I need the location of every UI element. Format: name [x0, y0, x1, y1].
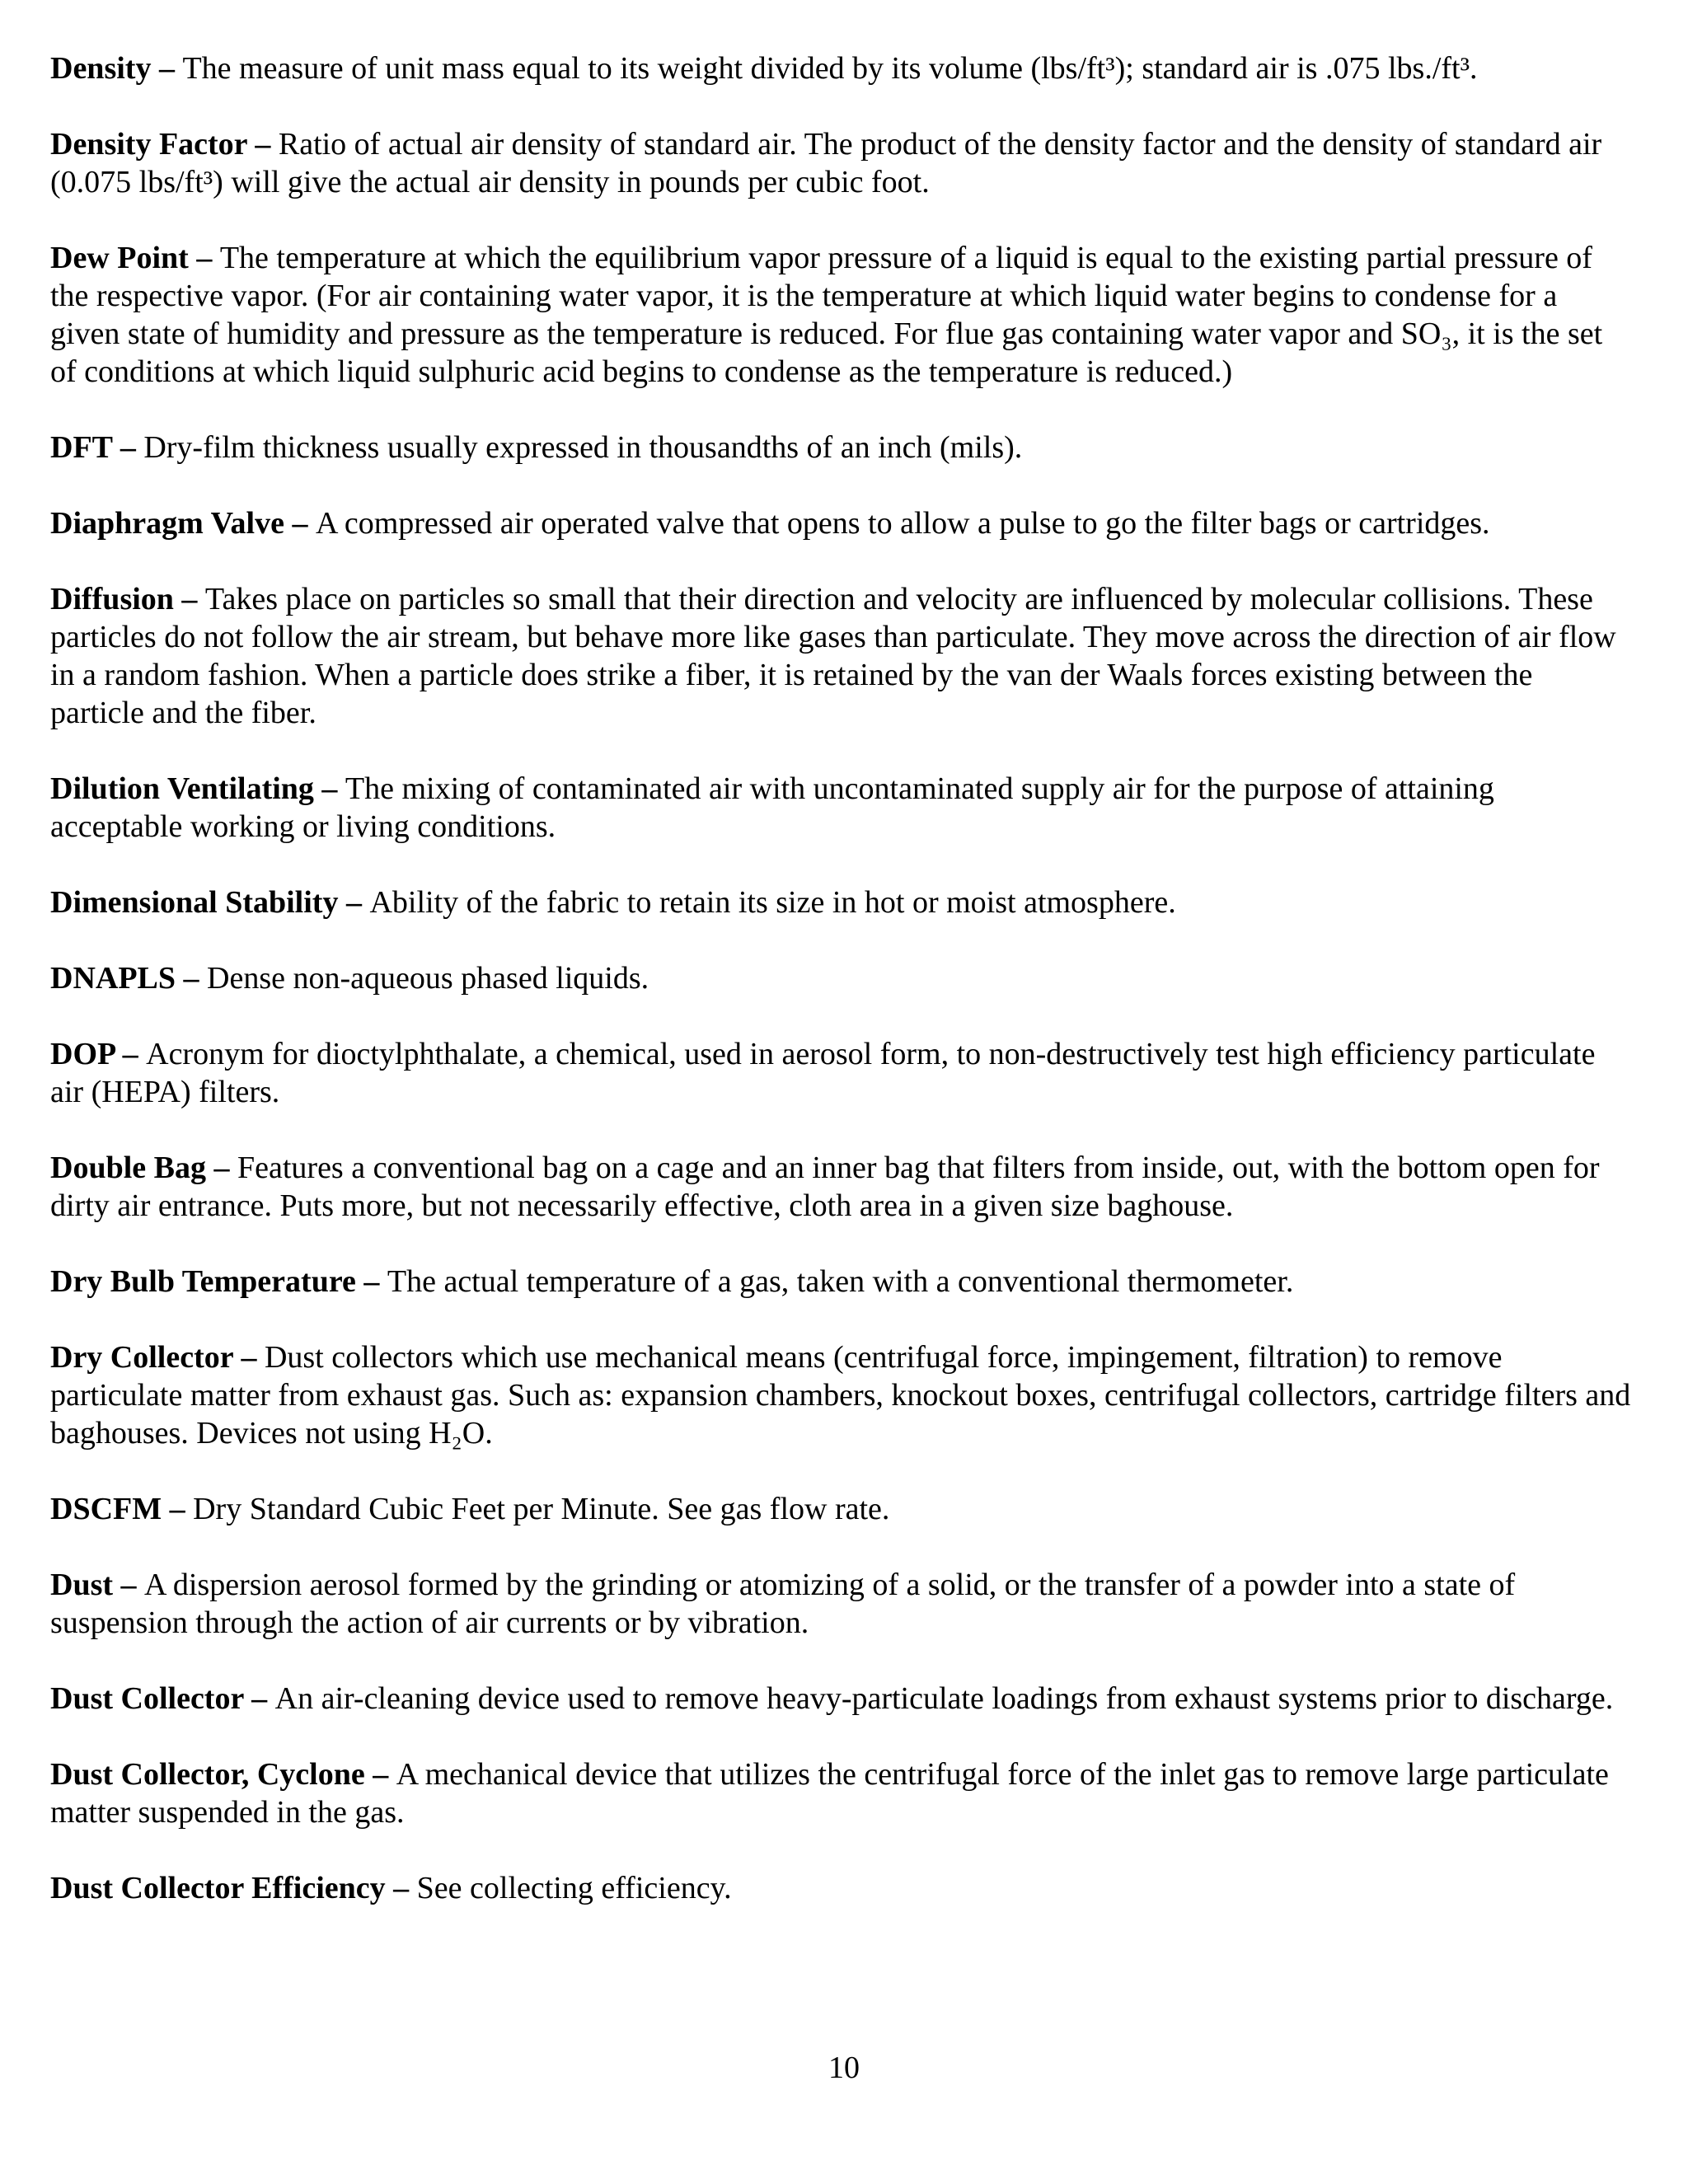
term-separator: –	[162, 1492, 194, 1526]
definition: Dry Standard Cubic Feet per Minute. See gas flow rate.	[193, 1492, 890, 1526]
definition: An air-cleaning device used to remove heavy-particulate loadings from exhaust systems prior to discharge.	[274, 1681, 1614, 1716]
glossary-entry-dimensional-stability	[50, 883, 1633, 921]
term-separator: –	[113, 1568, 145, 1602]
term: DOP	[50, 1037, 115, 1071]
glossary-entry-diffusion	[50, 580, 1633, 732]
term-separator: –	[205, 1151, 237, 1185]
definition: See collecting efficiency.	[416, 1871, 732, 1905]
term: Dust Collector, Cyclone	[50, 1757, 365, 1792]
definition: Dust collectors which use mechanical means (centrifugal force, impingement, filtration) to remove particulate matter from exhaust gas. Such as: expansion chambers, knockout boxes, centrifugal collectors, cartridge filters and baghouses. Devices not using H₂O.	[50, 1340, 1631, 1451]
term: DFT	[50, 430, 113, 465]
glossary-entry-dnapls	[50, 959, 1633, 997]
glossary-entry-dscfm	[50, 1490, 1633, 1528]
glossary-page	[50, 49, 1633, 1945]
definition: Ability of the fabric to retain its size in hot or moist atmosphere.	[369, 885, 1176, 920]
glossary-entry-dilution-ventilating	[50, 770, 1633, 846]
term: Density Factor	[50, 127, 247, 162]
term-separator: –	[173, 582, 205, 616]
glossary-entry-dust	[50, 1566, 1633, 1642]
definition: Ratio of actual air density of standard air. The product of the density factor and the density of standard air (0.075 lbs/ft³) will give the actual air density in pounds per cubic foot.	[50, 127, 1602, 199]
definition: Dry-film thickness usually expressed in thousandths of an inch (mils).	[143, 430, 1023, 465]
page-number: 10	[828, 2050, 860, 2085]
glossary-entry-dft	[50, 429, 1633, 466]
term-separator: –	[364, 1757, 396, 1792]
definition: Acronym for dioctylphthalate, a chemical, used in aerosol form, to non-destructively test high efficiency particulate air (HEPA) filters.	[50, 1037, 1596, 1109]
term-separator: –	[188, 241, 220, 275]
term: Density	[50, 51, 152, 86]
term-separator: –	[176, 961, 208, 996]
glossary-entry-dust-collector-efficiency	[50, 1869, 1633, 1907]
glossary-entry-diaphragm-valve	[50, 504, 1633, 542]
term: Dew Point	[50, 241, 189, 275]
glossary-entry-dry-bulb-temperature	[50, 1263, 1633, 1301]
definition: The temperature at which the equilibrium vapor pressure of a liquid is equal to the existing partial pressure of the respective vapor. (For air containing water vapor, it is the temperature at which liquid water begins to condense for a given state of humidity and pressure as the temperature is reduced. For flue gas containing water vapor and SO₃, it is the set of conditions at which liquid sulphuric acid begins to condense as the temperature is reduced.)	[50, 241, 1603, 389]
term-separator: –	[338, 885, 370, 920]
definition: The mixing of contaminated air with uncontaminated supply air for the purpose of attaining acceptable working or living conditions.	[50, 771, 1494, 844]
term-separator: –	[284, 506, 316, 541]
definition: A mechanical device that utilizes the centrifugal force of the inlet gas to remove large particulate matter suspended in the gas.	[50, 1757, 1609, 1830]
term: Dust Collector	[50, 1681, 244, 1716]
term: DNAPLS	[50, 961, 176, 996]
term-separator: –	[243, 1681, 275, 1716]
glossary-entry-dry-collector	[50, 1338, 1633, 1452]
term-separator: –	[151, 51, 183, 86]
glossary-entry-dust-collector	[50, 1680, 1633, 1718]
term-separator: –	[232, 1340, 265, 1375]
definition: Dense non-aqueous phased liquids.	[207, 961, 649, 996]
term-separator: –	[246, 127, 279, 162]
term-separator: –	[115, 1037, 147, 1071]
term-separator: –	[385, 1871, 417, 1905]
term: Dilution Ventilating	[50, 771, 314, 806]
term: Dust Collector Efficiency	[50, 1871, 386, 1905]
term: Dry Bulb Temperature	[50, 1264, 356, 1299]
glossary-entry-density-factor	[50, 125, 1633, 201]
term-separator: –	[355, 1264, 387, 1299]
glossary-entry-dew-point	[50, 239, 1633, 391]
glossary-entry-density	[50, 49, 1633, 87]
definition: A dispersion aerosol formed by the grinding or atomizing of a solid, or the transfer of a powder into a state of suspension through the action of air currents or by vibration.	[50, 1568, 1516, 1640]
definition: A compressed air operated valve that opens to allow a pulse to go the filter bags or cartridges.	[315, 506, 1490, 541]
term-separator: –	[313, 771, 345, 806]
term: Double Bag	[50, 1151, 206, 1185]
term: Dust	[50, 1568, 114, 1602]
definition: The actual temperature of a gas, taken with a conventional thermometer.	[387, 1264, 1294, 1299]
definition: Features a conventional bag on a cage and an inner bag that filters from inside, out, with the bottom open for dirty air entrance. Puts more, but not necessarily effective, cloth area in a given size baghouse.	[50, 1151, 1600, 1223]
term: Dimensional Stability	[50, 885, 339, 920]
term: Dry Collector	[50, 1340, 233, 1375]
glossary-entry-dop	[50, 1035, 1633, 1111]
term: DSCFM	[50, 1492, 162, 1526]
term: Diffusion	[50, 582, 174, 616]
definition: The measure of unit mass equal to its weight divided by its volume (lbs/ft³); standard air is .075 lbs./ft³.	[182, 51, 1478, 86]
term: Diaphragm Valve	[50, 506, 284, 541]
glossary-entry-dust-collector-cyclone	[50, 1755, 1633, 1831]
glossary-entry-double-bag	[50, 1149, 1633, 1225]
definition: Takes place on particles so small that their direction and velocity are influenced by molecular collisions. These particles do not follow the air stream, but behave more like gases than particulate. They move across the direction of air flow in a random fashion. When a particle does strike a fiber, it is retained by the van der Waals forces existing between the particle and the fiber.	[50, 582, 1616, 730]
term-separator: –	[112, 430, 144, 465]
